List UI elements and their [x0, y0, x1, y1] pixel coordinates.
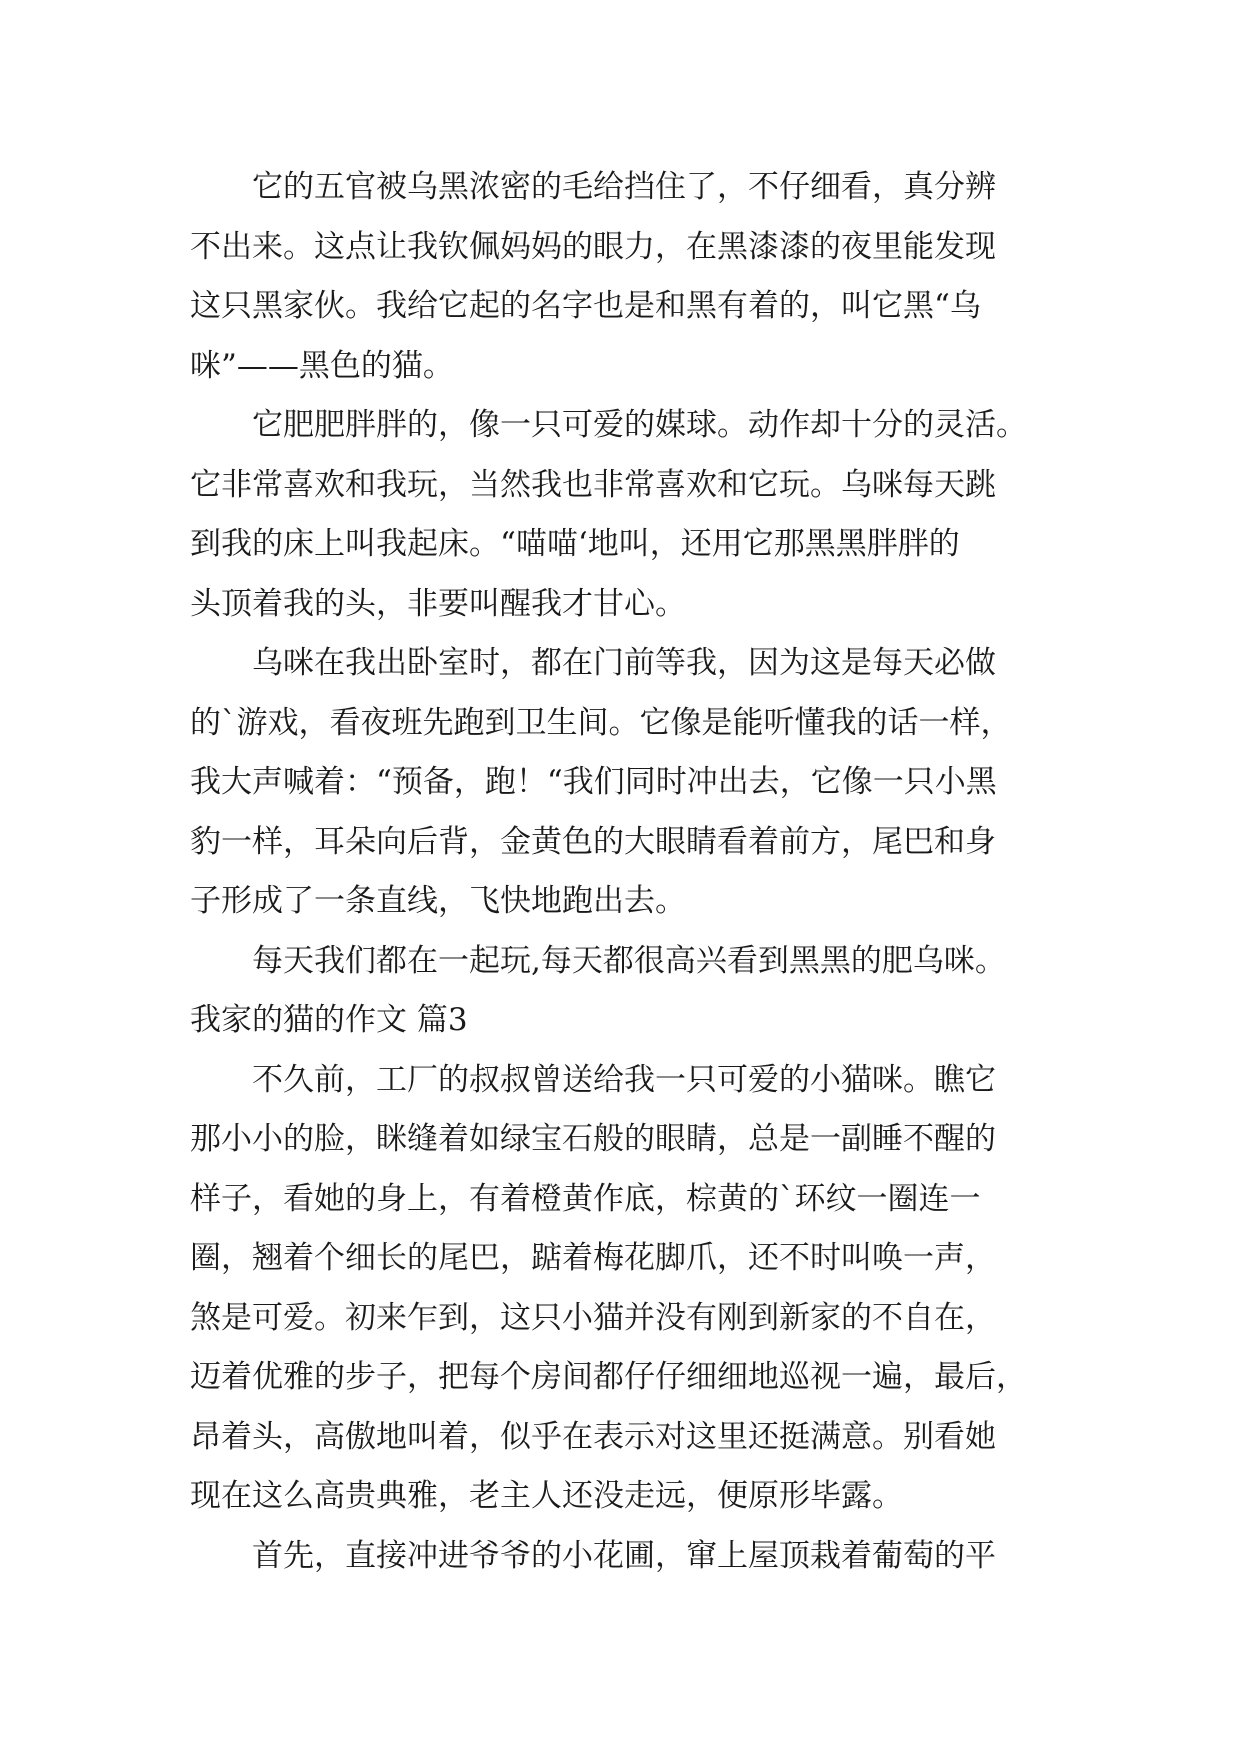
text-line: 豹一样，耳朵向后背，金黄色的大眼睛看着前方，尾巴和身 [190, 823, 996, 860]
text-line: 它非常喜欢和我玩，当然我也非常喜欢和它玩。乌咪每天跳 [190, 466, 996, 503]
paragraph-6 [190, 1527, 1070, 1587]
paragraph-3 [190, 634, 1070, 932]
text-line: 每天我们都在一起玩,每天都很高兴看到黑黑的肥乌咪。 [252, 942, 1006, 979]
text-line: 不出来。这点让我钦佩妈妈的眼力，在黑漆漆的夜里能发现 [190, 228, 996, 265]
document-body [190, 158, 1070, 1586]
text-line: 的`游戏，看夜班先跑到卫生间。它像是能听懂我的话一样， [190, 704, 1012, 741]
text-line: 乌咪在我出卧室时，都在门前等我，因为这是每天必做 [252, 645, 996, 681]
text-line: 它肥肥胖胖的，像一只可爱的媒球。动作却十分的灵活。 [252, 407, 1027, 443]
paragraph-2 [190, 396, 1070, 634]
section-heading: 我家的猫的作文 篇3 [190, 1002, 468, 1038]
text-line: 不久前，工厂的叔叔曾送给我一只可爱的小猫咪。瞧它 [252, 1061, 996, 1098]
text-line: 子形成了一条直线，飞快地跑出去。 [190, 883, 686, 919]
text-line: 迈着优雅的步子，把每个房间都仔仔细细地巡视一遍，最后， [190, 1359, 1027, 1395]
text-line: 它的五官被乌黑浓密的毛给挡住了，不仔细看，真分辨 [252, 169, 996, 205]
paragraph-1 [190, 158, 1070, 396]
text-line: 首先，直接冲进爷爷的小花圃，窜上屋顶栽着葡萄的平 [252, 1537, 996, 1574]
text-line: 昂着头，高傲地叫着，似乎在表示对这里还挺满意。别看她 [190, 1418, 996, 1455]
text-line: 样子，看她的身上，有着橙黄作底，棕黄的`环纹一圈连一 [190, 1180, 981, 1217]
text-line: 我大声喊着：“预备，跑！“我们同时冲出去，它像一只小黑 [190, 764, 997, 800]
text-line: 煞是可爱。初来乍到，这只小猫并没有刚到新家的不自在， [190, 1299, 996, 1336]
text-line: 咪”——黑色的猫。 [190, 347, 454, 384]
text-line: 那小小的脸，眯缝着如绿宝石般的眼睛，总是一副睡不醒的 [190, 1121, 996, 1157]
text-line: 现在这么高贵典雅，老主人还没走远，便原形毕露。 [190, 1478, 903, 1514]
paragraph-5 [190, 1051, 1070, 1527]
text-line: 圈，翘着个细长的尾巴，踮着梅花脚爪，还不时叫唤一声， [190, 1240, 996, 1276]
text-line: 到我的床上叫我起床。“喵喵‘地叫，还用它那黑黑胖胖的 [190, 526, 960, 562]
text-line: 这只黑家伙。我给它起的名字也是和黑有着的，叫它黑“乌 [190, 288, 981, 324]
text-line: 头顶着我的头，非要叫醒我才甘心。 [190, 585, 686, 622]
paragraph-4 [190, 932, 1070, 992]
